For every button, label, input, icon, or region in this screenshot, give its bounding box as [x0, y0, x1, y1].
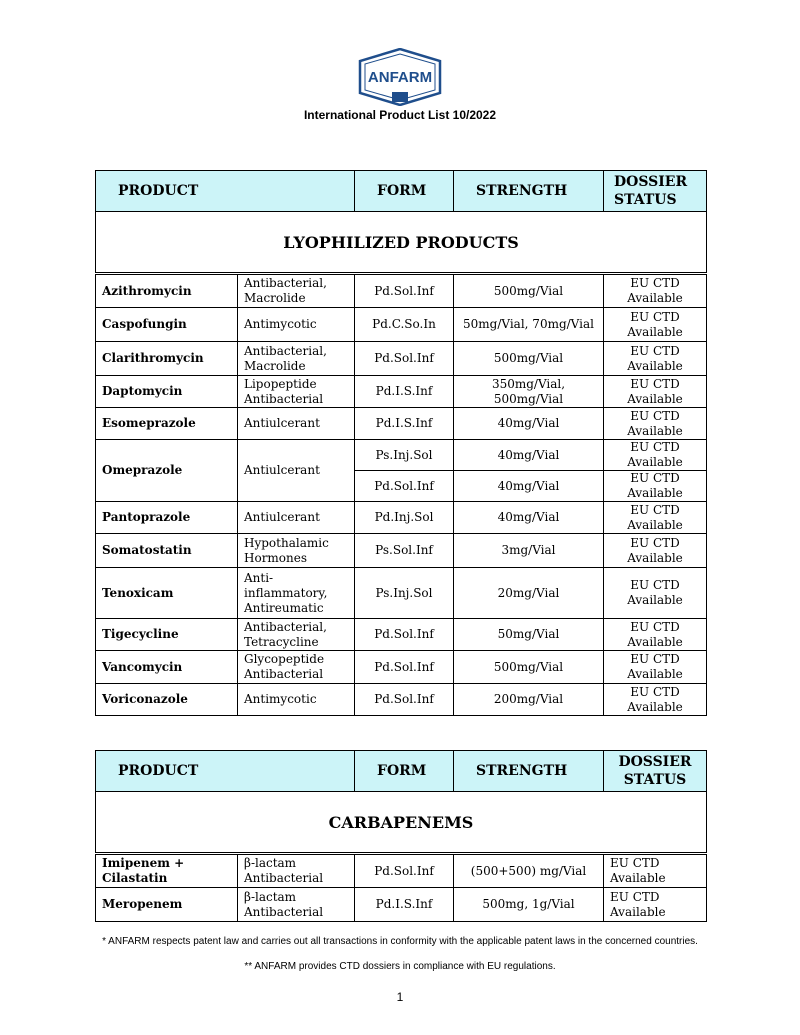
table-row: [96, 619, 707, 651]
column-header-strength: STRENGTH: [454, 171, 604, 212]
lyophilized-products-table: [95, 170, 707, 716]
therapeutic-class: Antibacterial, Tetracycline: [238, 619, 355, 651]
table-row: [96, 342, 707, 376]
strength: (500+500) mg/Vial: [454, 854, 604, 888]
section-title: CARBAPENEMS: [96, 792, 707, 854]
strength: 200mg/Vial: [454, 684, 604, 716]
product-name: Pantoprazole: [96, 502, 238, 534]
table-row: [96, 888, 707, 922]
strength: 40mg/Vial: [454, 471, 604, 502]
product-name: Omeprazole: [96, 440, 238, 502]
column-header-dossier-status: DOSSIER STATUS: [604, 171, 707, 212]
strength: 50mg/Vial: [454, 619, 604, 651]
dossier-status: EU CTD Available: [604, 888, 707, 922]
dossier-status: EU CTD Available: [604, 274, 707, 308]
therapeutic-class: Antimycotic: [238, 308, 355, 342]
strength: 20mg/Vial: [454, 568, 604, 619]
product-name: Esomeprazole: [96, 408, 238, 440]
dosage-form: Pd.Inj.Sol: [355, 502, 454, 534]
product-name: Clarithromycin: [96, 342, 238, 376]
table-row: [96, 408, 707, 440]
dosage-form: Pd.Sol.Inf: [355, 619, 454, 651]
column-header-strength: STRENGTH: [454, 751, 604, 792]
table-row: [96, 651, 707, 684]
column-header-form: FORM: [355, 171, 454, 212]
strength: 40mg/Vial: [454, 408, 604, 440]
page-number: 1: [396, 990, 404, 1004]
product-name: Tigecycline: [96, 619, 238, 651]
document-title: International Product List 10/2022: [303, 108, 497, 122]
dossier-status: EU CTD Available: [604, 651, 707, 684]
strength: 40mg/Vial: [454, 440, 604, 471]
dossier-status: EU CTD Available: [604, 471, 707, 502]
dosage-form: Pd.Sol.Inf: [355, 854, 454, 888]
table-row: [96, 684, 707, 716]
therapeutic-class: Antiulcerant: [238, 408, 355, 440]
dosage-form: Pd.I.S.Inf: [355, 888, 454, 922]
product-name: Azithromycin: [96, 274, 238, 308]
table-row: [96, 274, 707, 308]
product-name: Meropenem: [96, 888, 238, 922]
strength: 350mg/Vial, 500mg/Vial: [454, 376, 604, 408]
therapeutic-class: Antibacterial, Macrolide: [238, 342, 355, 376]
dossier-status: EU CTD Available: [604, 684, 707, 716]
dosage-form: Pd.Sol.Inf: [355, 651, 454, 684]
therapeutic-class: Antibacterial, Macrolide: [238, 274, 355, 308]
product-name: Voriconazole: [96, 684, 238, 716]
section-row: [96, 792, 707, 854]
carbapenems-table: [95, 750, 707, 922]
dosage-form: Ps.Inj.Sol: [355, 440, 454, 471]
table-header-row: [96, 751, 707, 792]
dosage-form: Pd.C.So.In: [355, 308, 454, 342]
table-row: [96, 376, 707, 408]
product-name: Caspofungin: [96, 308, 238, 342]
column-header-form: FORM: [355, 751, 454, 792]
dosage-form: Pd.Sol.Inf: [355, 471, 454, 502]
section-title: LYOPHILIZED PRODUCTS: [96, 212, 707, 274]
product-name: Tenoxicam: [96, 568, 238, 619]
dosage-form: Pd.Sol.Inf: [355, 342, 454, 376]
dosage-form: Pd.I.S.Inf: [355, 408, 454, 440]
column-header-product: PRODUCT: [96, 171, 355, 212]
column-header-dossier-status: DOSSIER STATUS: [604, 751, 707, 792]
dossier-status: EU CTD Available: [604, 308, 707, 342]
strength: 500mg, 1g/Vial: [454, 888, 604, 922]
dossier-status: EU CTD Available: [604, 534, 707, 568]
dossier-status: EU CTD Available: [604, 408, 707, 440]
product-name: Daptomycin: [96, 376, 238, 408]
therapeutic-class: β-lactam Antibacterial: [238, 854, 355, 888]
therapeutic-class: Glycopeptide Antibacterial: [238, 651, 355, 684]
column-header-product: PRODUCT: [96, 751, 355, 792]
dossier-status: EU CTD Available: [604, 440, 707, 471]
dosage-form: Ps.Sol.Inf: [355, 534, 454, 568]
strength: 500mg/Vial: [454, 651, 604, 684]
table-row: [96, 502, 707, 534]
dossier-status: EU CTD Available: [604, 502, 707, 534]
table-row: [96, 534, 707, 568]
product-name: Imipenem + Cilastatin: [96, 854, 238, 888]
strength: 500mg/Vial: [454, 342, 604, 376]
dosage-form: Pd.I.S.Inf: [355, 376, 454, 408]
therapeutic-class: Lipopeptide Antibacterial: [238, 376, 355, 408]
section-row: [96, 212, 707, 274]
dossier-status: EU CTD Available: [604, 854, 707, 888]
therapeutic-class: β-lactam Antibacterial: [238, 888, 355, 922]
logo-text: ANFARM: [367, 69, 433, 86]
dossier-status: EU CTD Available: [604, 376, 707, 408]
therapeutic-class: Anti-inflammatory, Antireumatic: [238, 568, 355, 619]
therapeutic-class: Antiulcerant: [238, 440, 355, 502]
strength: 50mg/Vial, 70mg/Vial: [454, 308, 604, 342]
product-name: Somatostatin: [96, 534, 238, 568]
dosage-form: Ps.Inj.Sol: [355, 568, 454, 619]
table-row: [96, 568, 707, 619]
footnote-ctd: ** ANFARM provides CTD dossiers in compliance with EU regulations.: [244, 961, 556, 972]
strength: 500mg/Vial: [454, 274, 604, 308]
strength: 40mg/Vial: [454, 502, 604, 534]
dosage-form: Pd.Sol.Inf: [355, 684, 454, 716]
therapeutic-class: Hypothalamic Hormones: [238, 534, 355, 568]
table-row: [96, 854, 707, 888]
table-header-row: [96, 171, 707, 212]
dossier-status: EU CTD Available: [604, 342, 707, 376]
strength: 3mg/Vial: [454, 534, 604, 568]
table-row: [96, 440, 707, 471]
table-row: [96, 308, 707, 342]
dossier-status: EU CTD Available: [604, 568, 707, 619]
product-name: Vancomycin: [96, 651, 238, 684]
therapeutic-class: Antiulcerant: [238, 502, 355, 534]
footnote-patent: * ANFARM respects patent law and carries out all transactions in conformity with the applicable patent laws in the concerned countries.: [102, 936, 698, 947]
dossier-status: EU CTD Available: [604, 619, 707, 651]
dosage-form: Pd.Sol.Inf: [355, 274, 454, 308]
therapeutic-class: Antimycotic: [238, 684, 355, 716]
anfarm-logo: [358, 48, 442, 106]
